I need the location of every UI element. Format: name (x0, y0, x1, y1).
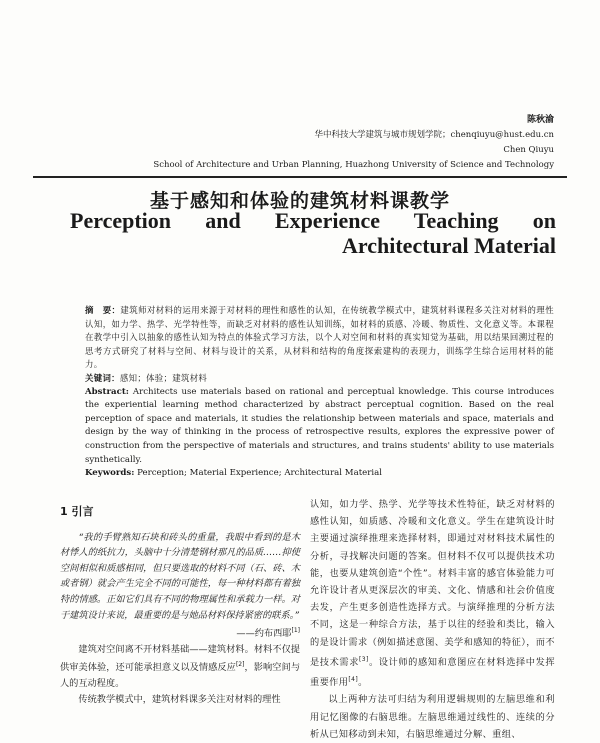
right-p1-tail: 。设计师的感知和意图应在材料选择中发挥重要作用 (310, 656, 556, 689)
epigraph-source (60, 623, 300, 642)
abstract-zh-label: 摘 要： (85, 305, 121, 315)
epigraph-ref: [1] (291, 627, 300, 635)
abstract-en-text: Architects use materials based on rational and perceptual knowledge. This course introduces the experiential learning method characterized by abstract perceptual cognition. Based on the real perception of space and materials, it studies the relationship between materials and space, materials and design by the way of thinking in the process of retrospective results, explores the expressive power of construction from the perspective of materials and structures, and trains students' ability to use materials synthetically. (85, 386, 554, 465)
keywords-zh-label: 关键词： (85, 372, 120, 383)
author-name-zh: 陈秋渝 (526, 115, 554, 125)
left-p1-tail: ，影响空间与人的互动程度。 (60, 662, 301, 690)
keywords-zh (85, 372, 554, 386)
header-rule (33, 176, 567, 178)
keywords-en-label: Keywords: (85, 468, 135, 479)
abstract-en (85, 386, 554, 468)
left-paragraph-2: 传统教学模式中，建筑材料课多关注对材料的理性 (78, 693, 281, 705)
body-column-left (60, 500, 300, 707)
section-heading: 1 引言 (60, 505, 94, 518)
abstract-zh-text: 建筑师对材料的运用来源于对材料的理性和感性的认知，在传统教学模式中，建筑材料课程多关注对材料的理性认知，如力学、热学、光学特性等，而缺乏对材料的感性认知训练，如材料的质感、冷暖、物质性、文化意义等。本课程在教学中引入以抽象的感性认知为特点的体验式学习方法，以个人对空间和材料的真实知觉为基础，用以结果回溯过程的思考方式研究了材料与空间、材料与设计的关系，从材料和结构的角度探索建构的表现力，训练学生综合运用材料的能力。 (85, 305, 554, 370)
author-affiliation-zh: 华中科技大学建筑与城市规划学院；chenqiuyu@hust.edu.cn (314, 130, 554, 140)
author-affiliation-en: School of Architecture and Urban Planning, Huazhong University of Science and Technology (153, 160, 554, 170)
keywords-en (85, 467, 554, 481)
keywords-en-text: Perception; Material Experience; Architectural Material (137, 468, 382, 479)
left-p1-text: 建筑对空间离不开材料基础——建筑材料。材料不仅提供审美体验，还可能承担意义以及情感反应 (60, 643, 300, 674)
right-paragraph-1 (310, 496, 555, 691)
right-p1-ref2: [4] (348, 676, 359, 684)
author-block (153, 113, 554, 173)
right-p1-end: 。 (358, 677, 368, 689)
abstract-en-label: Abstract: (85, 386, 129, 397)
keywords-zh-text: 感知；体验；建筑材料 (119, 372, 208, 383)
right-p1-ref: [3] (359, 655, 369, 663)
abstract-zh (85, 304, 554, 372)
left-paragraph-1 (60, 642, 300, 692)
title-en: Perception and Experience Teaching on Architectural Material (70, 208, 556, 258)
left-p1-ref: [2] (235, 661, 245, 669)
right-paragraph-2: 以上两种方法可归结为利用逻辑规则的左脑思维和利用记忆图像的右脑思维。左脑思维通过线性的、连续的分析从已知移动到未知，右脑思维通过分解、重组、 (310, 694, 555, 740)
body-column-right (310, 496, 555, 743)
right-p1-text: 认知，如力学、热学、光学等技术性特征，缺乏对材料的感性认知，如质感、冷暖和文化意义。学生在建筑设计时主要通过演绎推理来选择材料，即通过对材料技术属性的分析，寻找解决问题的答案。但材料不仅可以提供技术功能，也要从建筑创造“个性”。材料丰富的感官体验能力可允许设计者从更深层次的审美、文化、情感和社会价值度去发，产生更多创造性选择方式。与演绎推理的分析方法不同，这是一种综合方法，基于以往的经验和类比，输入的是设计需求（例如描述意图、美学和感知的特征），而不是技术需求 (310, 499, 555, 668)
abstract-block (85, 304, 554, 481)
epigraph-source-text: ——约布西耶 (236, 628, 292, 640)
author-name-en: Chen Qiuyu (503, 145, 554, 155)
title-zh: 基于感知和体验的建筑材料课教学 (149, 190, 450, 212)
epigraph-quote: “我的手臂熟知石块和砖头的重量，我眼中看到的是木材悸人的纸抗力，头脑中十分清楚钢材那凡的品质……抑使空间相似和质感相同，但只要选取的材料不同（石、砖、木或者钢）就会产生完全不同的可能性，每一种材料都有着独特的情感。正如它们具有不同的物理属性和承载力一样。对于建筑设计来说，最重要的是与她品材料保持紧密的联系。” (60, 531, 300, 621)
